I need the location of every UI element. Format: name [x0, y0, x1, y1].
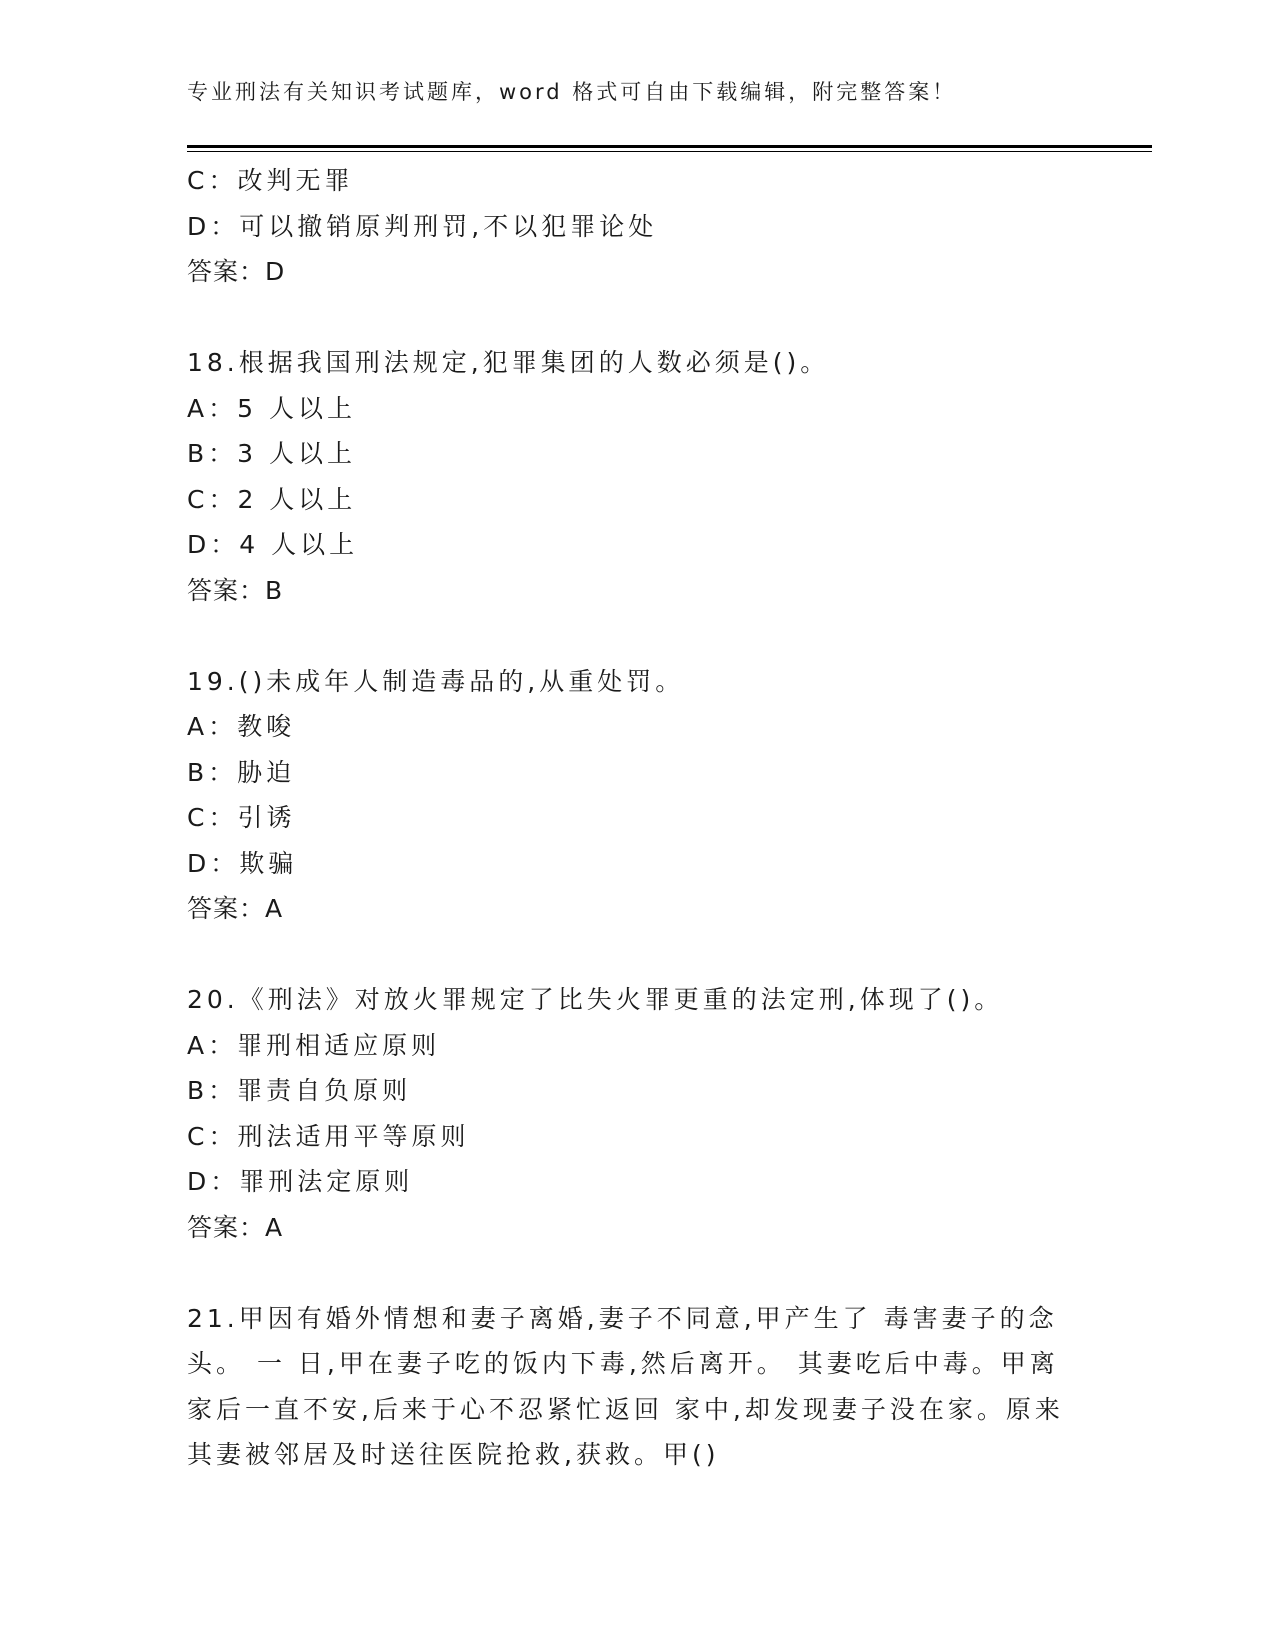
question-18 — [187, 340, 1087, 613]
option-c: C：刑法适用平等原则 — [187, 1121, 470, 1151]
option-b: B：3 人以上 — [187, 439, 357, 468]
answer-line: 答案：A — [187, 1212, 284, 1242]
option-c: C：2 人以上 — [187, 484, 357, 514]
question-20 — [187, 977, 1087, 1250]
header-rule-thick — [187, 145, 1152, 148]
answer-line: 答案：B — [187, 575, 284, 605]
question-19 — [187, 659, 1087, 932]
question-17 — [187, 158, 1087, 295]
option-a: A：5 人以上 — [187, 393, 356, 423]
question-stem-line-2: 头。 一 日,甲在妻子吃的饭内下毒,然后离开。 其妻吃后中毒。甲离 — [187, 1349, 1059, 1378]
answer-line: 答案：A — [187, 894, 284, 923]
option-c: C：改判无罪 — [187, 166, 354, 195]
question-stem: 18.根据我国刑法规定,犯罪集团的人数必须是()。 — [187, 348, 830, 377]
question-stem-line-3: 家后一直不安,后来于心不忍紧忙返回 家中,却发现妻子没在家。原来 — [187, 1394, 1064, 1424]
spacer — [187, 1250, 1087, 1296]
option-d: D：欺骗 — [187, 848, 298, 878]
option-a: A：教唆 — [187, 712, 296, 741]
answer-line: 答案：D — [187, 257, 286, 286]
option-c: C：引诱 — [187, 803, 296, 832]
question-stem-line-4: 其妻被邻居及时送往医院抢救,获救。甲() — [187, 1440, 720, 1469]
option-d: D：4 人以上 — [187, 530, 359, 559]
question-stem: 19.()未成年人制造毒品的,从重处罚。 — [187, 666, 685, 696]
spacer — [187, 295, 1087, 341]
option-b: B：罪责自负原则 — [187, 1076, 412, 1105]
option-a: A：罪刑相适应原则 — [187, 1030, 441, 1060]
question-stem-line-1: 21.甲因有婚外情想和妻子离婚,妻子不同意,甲产生了 毒害妻子的念 — [187, 1303, 1058, 1333]
question-stem: 20.《刑法》对放火罪规定了比失火罪更重的法定刑,体现了()。 — [187, 985, 1004, 1014]
question-21 — [187, 1296, 1087, 1478]
option-b: B：胁迫 — [187, 757, 296, 787]
spacer — [187, 932, 1087, 978]
spacer — [187, 613, 1087, 659]
option-d: D：罪刑法定原则 — [187, 1167, 414, 1196]
option-d: D：可以撤销原判刑罚,不以犯罪论处 — [187, 211, 658, 241]
document-body — [187, 158, 1087, 1478]
header-rule-thin — [187, 151, 1152, 152]
page-header: 专业刑法有关知识考试题库，word 格式可自由下载编辑，附完整答案！ — [187, 80, 957, 104]
